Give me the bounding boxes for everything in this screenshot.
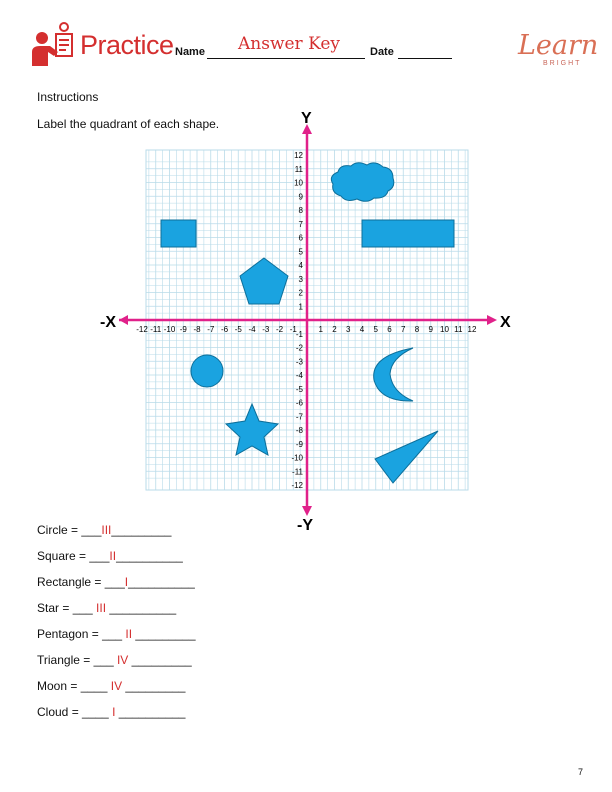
- answer-blank: ____: [80, 679, 111, 693]
- answer-row-moon: [37, 679, 185, 693]
- x-tick-label: 2: [332, 325, 337, 334]
- answer-value[interactable]: IV: [110, 679, 123, 693]
- answer-value[interactable]: II: [109, 549, 117, 563]
- y-tick-label: -2: [295, 343, 303, 353]
- answer-row-triangle: [37, 653, 192, 667]
- x-tick-label: -10: [163, 325, 176, 334]
- x-tick-label: -3: [262, 325, 270, 334]
- y-tick-label: -3: [295, 357, 303, 367]
- y-tick-label: 5: [298, 247, 303, 257]
- x-tick-label: -6: [220, 325, 229, 334]
- answer-value[interactable]: III: [96, 601, 107, 615]
- x-tick-label: -8: [193, 325, 201, 334]
- x-tick-label: -5: [234, 325, 242, 334]
- logo-text: Learn: [518, 30, 599, 61]
- instructions-text: Label the quadrant of each shape.: [37, 117, 220, 131]
- x-tick-label: 10: [440, 325, 449, 334]
- y-tick-label: -12: [291, 481, 303, 490]
- y-tick-label: 7: [298, 219, 303, 229]
- rectangle-shape: [362, 220, 454, 247]
- answer-value[interactable]: III: [101, 523, 112, 537]
- y-tick-label: -10: [291, 453, 303, 463]
- answer-label: Pentagon =: [37, 627, 103, 641]
- x-tick-label: -9: [179, 325, 187, 334]
- answer-blank: ___: [93, 653, 117, 667]
- answer-label: Circle =: [37, 523, 82, 537]
- y-tick-label: 2: [298, 288, 303, 298]
- y-tick-label: 8: [298, 206, 303, 215]
- answer-label: Cloud =: [37, 705, 83, 719]
- y-tick-label: 11: [294, 164, 303, 174]
- y-tick-label: -5: [295, 384, 303, 394]
- page-number: 7: [578, 767, 584, 777]
- x-tick-label: 4: [359, 325, 365, 334]
- square-shape: [161, 220, 196, 247]
- answer-value[interactable]: I: [112, 705, 116, 719]
- y-tick-label: -6: [295, 398, 303, 408]
- answer-blank: ___: [102, 627, 126, 641]
- answer-blank: _________: [128, 653, 192, 667]
- answer-value[interactable]: IV: [116, 653, 129, 667]
- circle-shape: [191, 355, 223, 387]
- y-axis-label: Y: [301, 110, 312, 127]
- neg-y-axis-label: -Y: [297, 517, 313, 534]
- y-tick-label: 1: [298, 302, 303, 312]
- x-tick-label: -7: [207, 325, 215, 334]
- answer-row-cloud: [37, 705, 185, 719]
- answer-label: Star =: [37, 601, 73, 615]
- x-tick-label: -1: [289, 325, 297, 334]
- answer-label: Triangle =: [37, 653, 94, 667]
- y-tick-label: 4: [298, 261, 303, 270]
- date-label: Date: [370, 46, 394, 58]
- y-tick-label: 6: [298, 233, 303, 243]
- y-tick-label: -8: [295, 426, 303, 435]
- y-tick-label: 9: [298, 192, 303, 202]
- moon-shape: [374, 348, 413, 401]
- answer-value[interactable]: I: [124, 575, 129, 589]
- neg-x-axis-label: -X: [100, 314, 116, 331]
- y-tick-label: -7: [295, 412, 303, 422]
- answer-blank: ____: [82, 705, 113, 719]
- x-tick-label: 3: [346, 325, 351, 334]
- answer-blank: ___: [89, 549, 110, 563]
- triangle-shape: [375, 431, 438, 483]
- y-tick-label: -9: [295, 439, 303, 449]
- answer-key-text: Answer Key: [238, 34, 340, 54]
- x-tick-label: 7: [401, 325, 406, 334]
- x-tick-label: 8: [414, 325, 420, 334]
- page-title: Practice: [80, 30, 174, 60]
- answer-label: Square =: [37, 549, 90, 563]
- y-tick-label: -1: [295, 329, 303, 339]
- logo-subtext: BRIGHT: [543, 60, 582, 67]
- x-tick-label: 12: [467, 325, 477, 334]
- x-tick-label: 6: [387, 325, 392, 334]
- x-axis-label: X: [500, 314, 511, 331]
- answer-blank: __________: [116, 549, 183, 563]
- answer-blank: __________: [106, 601, 177, 615]
- answer-blank: ___: [81, 523, 102, 537]
- y-tick-label: -4: [295, 371, 303, 380]
- answer-row-circle: [37, 523, 171, 537]
- x-tick-label: -4: [248, 325, 256, 334]
- answer-blank: _________: [111, 523, 172, 537]
- cloud-shape: [331, 163, 393, 202]
- x-tick-label: -12: [136, 325, 148, 334]
- answer-blank: __________: [115, 705, 186, 719]
- x-tick-label: 11: [454, 325, 463, 334]
- answer-row-pentagon: [37, 627, 196, 641]
- x-tick-label: 5: [373, 325, 378, 334]
- y-tick-label: 3: [298, 274, 303, 284]
- answer-row-rectangle: [37, 575, 195, 589]
- answer-blank: ___: [72, 601, 97, 615]
- x-tick-label: 9: [428, 325, 433, 334]
- y-tick-label: -11: [292, 467, 303, 477]
- answer-blank: _________: [132, 627, 196, 641]
- answer-label: Moon =: [37, 679, 81, 693]
- answer-blank: __________: [128, 575, 195, 589]
- x-tick-label: -2: [275, 325, 284, 334]
- answer-label: Rectangle =: [37, 575, 105, 589]
- name-label: Name: [175, 46, 205, 58]
- y-tick-label: 10: [294, 178, 303, 188]
- instructions-heading: Instructions: [37, 90, 99, 104]
- answer-value[interactable]: II: [125, 627, 133, 641]
- x-tick-label: -11: [150, 325, 162, 334]
- answer-row-square: [37, 549, 183, 563]
- y-tick-label: 12: [294, 151, 303, 160]
- answer-blank: ___: [104, 575, 125, 589]
- answer-blank: _________: [122, 679, 186, 693]
- x-tick-label: 1: [318, 325, 323, 334]
- answer-row-star: [37, 601, 176, 615]
